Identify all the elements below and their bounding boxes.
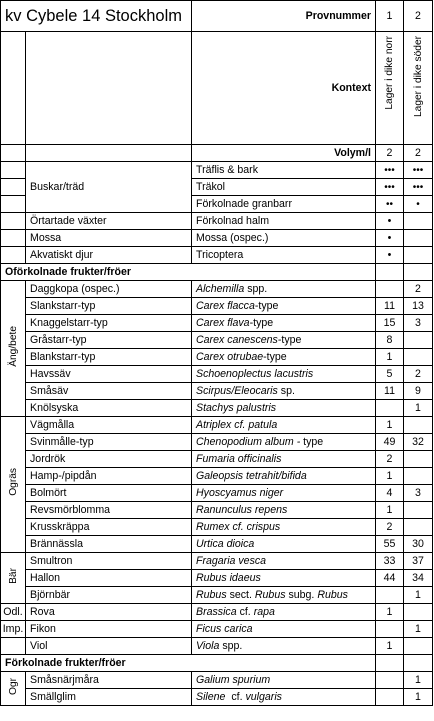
latin-name: Fragaria vesca xyxy=(192,553,376,570)
species-name: Smultron xyxy=(26,553,192,570)
volym-1: 2 xyxy=(376,145,404,162)
value-2 xyxy=(404,502,433,519)
header-blank xyxy=(1,32,26,145)
item-name: Träflis & bark xyxy=(192,162,376,179)
value-2: 13 xyxy=(404,298,433,315)
table-row xyxy=(1,247,433,264)
value-1: 44 xyxy=(376,570,404,587)
table-row xyxy=(1,281,433,298)
value-1: 2 xyxy=(376,451,404,468)
header-blank xyxy=(26,145,192,162)
value-2 xyxy=(404,247,433,264)
value-2 xyxy=(404,349,433,366)
species-name: Småsäv xyxy=(26,383,192,400)
latin-name: Rumex cf. crispus xyxy=(192,519,376,536)
value-1: 15 xyxy=(376,315,404,332)
species-name: Småsnärjmåra xyxy=(26,672,192,689)
value-1 xyxy=(376,400,404,417)
group-ang-bete: Äng/bete xyxy=(1,281,26,417)
table-row xyxy=(1,638,433,655)
item-name: Träkol xyxy=(192,179,376,196)
species-name: Rova xyxy=(26,604,192,621)
value-1: 33 xyxy=(376,553,404,570)
category-name: Mossa xyxy=(26,230,192,247)
empty-cell xyxy=(404,655,433,672)
latin-name: Galium spurium xyxy=(192,672,376,689)
species-name: Revsmörblomma xyxy=(26,502,192,519)
species-name: Svinmålle-typ xyxy=(26,434,192,451)
value-2: 1 xyxy=(404,400,433,417)
value-2: • xyxy=(404,196,433,213)
value-2 xyxy=(404,604,433,621)
value-2: 32 xyxy=(404,434,433,451)
value-2: 37 xyxy=(404,553,433,570)
table-row xyxy=(1,536,433,553)
species-name: Knölsyska xyxy=(26,400,192,417)
latin-name: Chenopodium album - type xyxy=(192,434,376,451)
value-1: 11 xyxy=(376,298,404,315)
value-2: 1 xyxy=(404,621,433,638)
value-1 xyxy=(376,587,404,604)
kontext-label: Kontext xyxy=(192,32,376,145)
species-name: Bolmört xyxy=(26,485,192,502)
section-header xyxy=(1,264,433,281)
latin-name: Atriplex cf. patula xyxy=(192,417,376,434)
table-row xyxy=(1,519,433,536)
value-2: 1 xyxy=(404,587,433,604)
category-buskar: Buskar/träd xyxy=(26,162,192,213)
value-1 xyxy=(376,672,404,689)
table-row xyxy=(1,485,433,502)
volym-2: 2 xyxy=(404,145,433,162)
value-2: ••• xyxy=(404,179,433,196)
value-2: 30 xyxy=(404,536,433,553)
table-row xyxy=(1,332,433,349)
value-1 xyxy=(376,689,404,706)
species-name: Krusskräppa xyxy=(26,519,192,536)
latin-name: Galeopsis tetrahit/bifida xyxy=(192,468,376,485)
table-row xyxy=(1,451,433,468)
table-row xyxy=(1,434,433,451)
value-2 xyxy=(404,468,433,485)
group-ogr: Ogr xyxy=(1,672,26,706)
value-1: 49 xyxy=(376,434,404,451)
sample-number-1: 1 xyxy=(376,1,404,32)
latin-name: Fumaria officinalis xyxy=(192,451,376,468)
kontext-1: Lager i dike norr xyxy=(376,32,404,145)
species-name: Viol xyxy=(26,638,192,655)
value-1 xyxy=(376,281,404,298)
value-2: ••• xyxy=(404,162,433,179)
species-name: Vägmålla xyxy=(26,417,192,434)
table-row xyxy=(1,468,433,485)
table-row xyxy=(1,213,433,230)
value-2: 3 xyxy=(404,315,433,332)
table-row xyxy=(1,400,433,417)
value-2 xyxy=(404,417,433,434)
species-name: Gråstarr-typ xyxy=(26,332,192,349)
species-name: Blankstarr-typ xyxy=(26,349,192,366)
value-2 xyxy=(404,332,433,349)
header-row-provnummer xyxy=(1,1,433,32)
latin-name: Ficus carica xyxy=(192,621,376,638)
latin-name: Stachys palustris xyxy=(192,400,376,417)
value-2 xyxy=(404,230,433,247)
latin-name: Brassica cf. rapa xyxy=(192,604,376,621)
species-name: Brännässla xyxy=(26,536,192,553)
species-name: Knaggelstarr-typ xyxy=(26,315,192,332)
table-row xyxy=(1,604,433,621)
value-2 xyxy=(404,519,433,536)
value-1: ••• xyxy=(376,179,404,196)
value-1: 11 xyxy=(376,383,404,400)
empty-cell xyxy=(1,638,26,655)
empty-cell xyxy=(1,179,26,196)
item-name: Mossa (ospec.) xyxy=(192,230,376,247)
empty-cell xyxy=(1,213,26,230)
table-row xyxy=(1,672,433,689)
sample-number-2: 2 xyxy=(404,1,433,32)
latin-name: Silene cf. vulgaris xyxy=(192,689,376,706)
species-name: Fikon xyxy=(26,621,192,638)
table-row xyxy=(1,553,433,570)
value-1: • xyxy=(376,213,404,230)
group-imp: Imp. xyxy=(1,621,26,638)
value-1: 5 xyxy=(376,366,404,383)
value-1: 1 xyxy=(376,468,404,485)
provnummer-label: Provnummer xyxy=(192,1,376,32)
category-name: Örtartade växter xyxy=(26,213,192,230)
species-name: Björnbär xyxy=(26,587,192,604)
empty-cell xyxy=(404,264,433,281)
value-2: 34 xyxy=(404,570,433,587)
table-row xyxy=(1,383,433,400)
value-2: 9 xyxy=(404,383,433,400)
latin-name: Viola spp. xyxy=(192,638,376,655)
header-blank xyxy=(1,145,26,162)
table-row xyxy=(1,349,433,366)
value-1: 2 xyxy=(376,519,404,536)
volym-label: Volym/l xyxy=(192,145,376,162)
value-1: •• xyxy=(376,196,404,213)
table-row xyxy=(1,417,433,434)
latin-name: Rubus sect. Rubus subg. Rubus xyxy=(192,587,376,604)
empty-cell xyxy=(1,230,26,247)
species-name: Hamp-/pipdån xyxy=(26,468,192,485)
value-1 xyxy=(376,621,404,638)
empty-cell xyxy=(1,162,26,179)
table-row xyxy=(1,298,433,315)
value-1: • xyxy=(376,247,404,264)
latin-name: Rubus idaeus xyxy=(192,570,376,587)
group-ogras: Ogräs xyxy=(1,417,26,553)
value-2: 1 xyxy=(404,689,433,706)
value-1: 1 xyxy=(376,417,404,434)
table-row xyxy=(1,689,433,706)
table-row xyxy=(1,162,433,179)
table-row xyxy=(1,570,433,587)
latin-name: Carex otrubae-type xyxy=(192,349,376,366)
species-name: Daggkopa (ospec.) xyxy=(26,281,192,298)
empty-cell xyxy=(376,264,404,281)
table-row xyxy=(1,587,433,604)
value-1: 1 xyxy=(376,604,404,621)
value-1: 55 xyxy=(376,536,404,553)
item-name: Förkolnad halm xyxy=(192,213,376,230)
value-1: 1 xyxy=(376,502,404,519)
section-header xyxy=(1,655,433,672)
latin-name: Carex flacca-type xyxy=(192,298,376,315)
header-row-volym xyxy=(1,145,433,162)
page-title: kv Cybele 14 Stockholm xyxy=(1,1,192,32)
latin-name: Schoenoplectus lacustris xyxy=(192,366,376,383)
kontext-2: Lager i dike söder xyxy=(404,32,433,145)
latin-name: Hyoscyamus niger xyxy=(192,485,376,502)
species-name: Slankstarr-typ xyxy=(26,298,192,315)
species-name: Havssäv xyxy=(26,366,192,383)
value-2: 2 xyxy=(404,281,433,298)
item-name: Tricoptera xyxy=(192,247,376,264)
latin-name: Urtica dioica xyxy=(192,536,376,553)
value-2 xyxy=(404,638,433,655)
table-row xyxy=(1,502,433,519)
value-2 xyxy=(404,213,433,230)
table-row xyxy=(1,621,433,638)
empty-cell xyxy=(376,655,404,672)
empty-cell xyxy=(1,247,26,264)
table-row xyxy=(1,315,433,332)
species-name: Hallon xyxy=(26,570,192,587)
value-1: ••• xyxy=(376,162,404,179)
empty-cell xyxy=(1,196,26,213)
value-2: 3 xyxy=(404,485,433,502)
section-title-unburnt: Oförkolnade frukter/fröer xyxy=(1,264,376,281)
value-1: 1 xyxy=(376,349,404,366)
value-1: 8 xyxy=(376,332,404,349)
category-name: Akvatiskt djur xyxy=(26,247,192,264)
table-row xyxy=(1,230,433,247)
latin-name: Alchemilla spp. xyxy=(192,281,376,298)
latin-name: Scirpus/Eleocaris sp. xyxy=(192,383,376,400)
header-blank xyxy=(26,32,192,145)
group-odl: Odl. xyxy=(1,604,26,621)
species-name: Smällglim xyxy=(26,689,192,706)
header-row-kontext xyxy=(1,32,433,145)
latin-name: Ranunculus repens xyxy=(192,502,376,519)
value-1: 1 xyxy=(376,638,404,655)
value-2 xyxy=(404,451,433,468)
value-1: 4 xyxy=(376,485,404,502)
group-bar: Bär xyxy=(1,553,26,604)
value-2: 2 xyxy=(404,366,433,383)
value-2: 1 xyxy=(404,672,433,689)
section-title-burnt: Förkolnade frukter/fröer xyxy=(1,655,376,672)
latin-name: Carex flava-type xyxy=(192,315,376,332)
item-name: Förkolnade granbarr xyxy=(192,196,376,213)
species-name: Jordrök xyxy=(26,451,192,468)
value-1: • xyxy=(376,230,404,247)
table-row xyxy=(1,366,433,383)
latin-name: Carex canescens-type xyxy=(192,332,376,349)
